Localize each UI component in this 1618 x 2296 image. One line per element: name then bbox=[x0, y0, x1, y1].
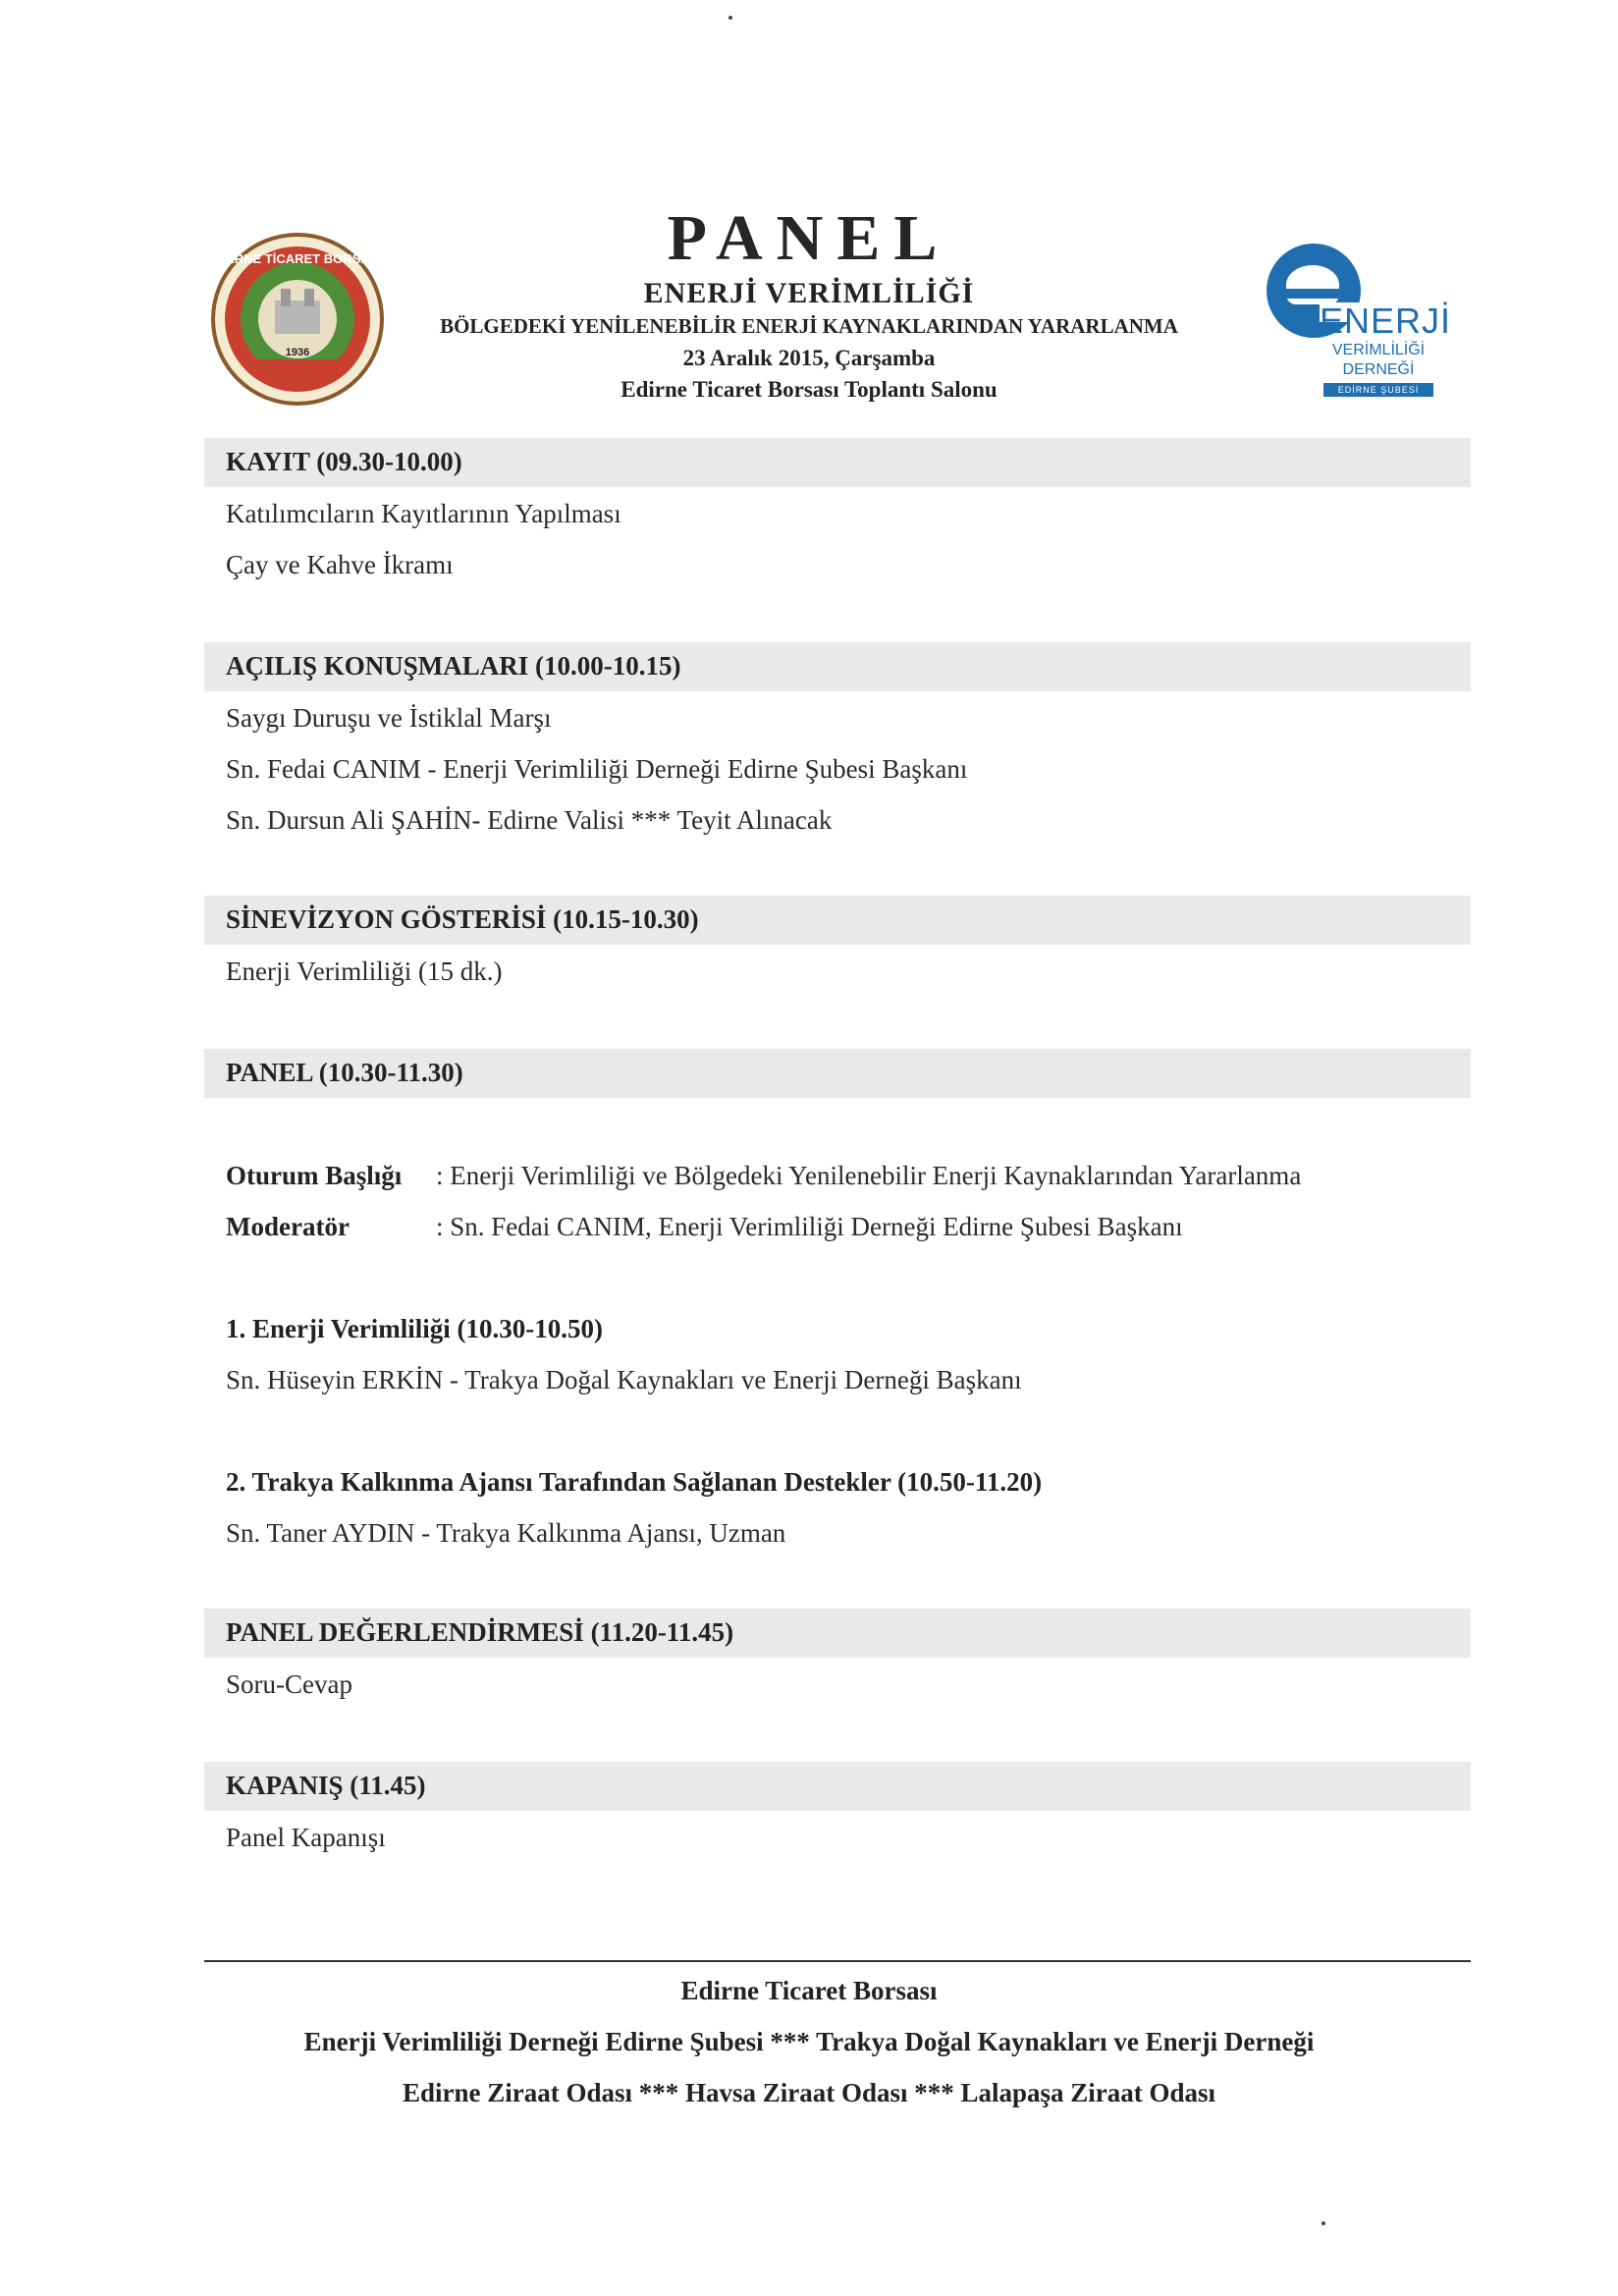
logo-text-enerji: ENERJİ bbox=[1320, 301, 1452, 341]
page-title: PANEL bbox=[667, 202, 951, 274]
agenda-item: Sn. Dursun Ali ŞAHİN- Edirne Valisi *** Teyit Alınacak bbox=[226, 805, 833, 835]
footer-line-3: Edirne Ziraat Odası *** Havsa Ziraat Odası *** Lalapaşa Ziraat Odası bbox=[402, 2078, 1216, 2107]
talk-speaker: Sn. Hüseyin ERKİN - Trakya Doğal Kaynakları ve Enerji Derneği Başkanı bbox=[226, 1365, 1022, 1394]
header-theme: BÖLGEDEKİ YENİLENEBİLİR ENERJİ KAYNAKLARINDAN YARARLANMA bbox=[440, 314, 1178, 338]
logo-text-sube: EDİRNE ŞUBESİ bbox=[1323, 383, 1433, 397]
session-title-value: : Enerji Verimliliği ve Bölgedeki Yenilenebilir Enerji Kaynaklarından Yararlanma bbox=[436, 1161, 1302, 1190]
header-venue: Edirne Ticaret Borsası Toplantı Salonu bbox=[620, 377, 998, 402]
agenda-item: Çay ve Kahve İkramı bbox=[226, 550, 454, 579]
section-title-panel: PANEL (10.30-11.30) bbox=[226, 1058, 463, 1087]
footer-divider bbox=[204, 1960, 1471, 1962]
moderator-label: Moderatör bbox=[226, 1212, 350, 1241]
section-title-acilis: AÇILIŞ KONUŞMALARI (10.00-10.15) bbox=[226, 651, 681, 681]
logo-text-dernegi: DERNEĞİ bbox=[1342, 361, 1415, 378]
seal-text: EDİRNE TİCARET BORSASI bbox=[213, 251, 382, 266]
section-title-kapanis: KAPANIŞ (11.45) bbox=[226, 1771, 426, 1800]
section-title-degerlendirme: PANEL DEĞERLENDİRMESİ (11.20-11.45) bbox=[226, 1617, 734, 1647]
footer-line-1: Edirne Ticaret Borsası bbox=[680, 1976, 938, 2005]
scan-speck bbox=[728, 16, 732, 20]
enerji-verimliligi-logo bbox=[1261, 240, 1452, 407]
scan-speck bbox=[1321, 2221, 1325, 2225]
talk-speaker: Sn. Taner AYDIN - Trakya Kalkınma Ajansı, Uzman bbox=[226, 1518, 786, 1548]
talk-title: 2. Trakya Kalkınma Ajansı Tarafından Sağlanan Destekler (10.50-11.20) bbox=[226, 1467, 1043, 1497]
header-date: 23 Aralık 2015, Çarşamba bbox=[682, 346, 936, 370]
header-subtitle: ENERJİ VERİMLİLİĞİ bbox=[643, 277, 975, 309]
agenda-item: Enerji Verimliliği (15 dk.) bbox=[226, 957, 503, 986]
moderator-value: : Sn. Fedai CANIM, Enerji Verimliliği Derneği Edirne Şubesi Başkanı bbox=[436, 1212, 1183, 1241]
seal-year: 1936 bbox=[285, 347, 310, 358]
logo-text-verimliligi: VERİMLİLİĞİ bbox=[1331, 342, 1426, 358]
footer-line-2: Enerji Verimliliği Derneği Edirne Şubesi *** Trakya Doğal Kaynakları ve Enerji Derneği bbox=[303, 2027, 1315, 2056]
section-title-kayit: KAYIT (09.30-10.00) bbox=[226, 447, 462, 476]
agenda-item: Soru-Cevap bbox=[226, 1669, 352, 1699]
agenda-item: Sn. Fedai CANIM - Enerji Verimliliği Derneği Edirne Şubesi Başkanı bbox=[226, 754, 968, 784]
session-title-label: Oturum Başlığı bbox=[226, 1161, 403, 1190]
agenda-item: Saygı Duruşu ve İstiklal Marşı bbox=[226, 703, 552, 733]
talk-title: 1. Enerji Verimliliği (10.30-10.50) bbox=[226, 1314, 603, 1343]
section-title-sinevizyon: SİNEVİZYON GÖSTERİSİ (10.15-10.30) bbox=[226, 904, 699, 934]
agenda-item: Katılımcıların Kayıtlarının Yapılması bbox=[226, 499, 621, 528]
agenda-item: Panel Kapanışı bbox=[226, 1823, 386, 1852]
